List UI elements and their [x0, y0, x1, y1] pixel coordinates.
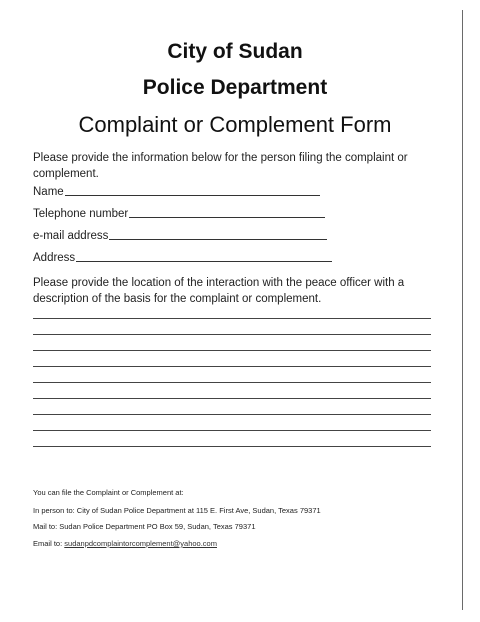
description-line[interactable]: [33, 366, 431, 367]
mail-info: Mail to: Sudan Police Department PO Box 59, Sudan, Texas 79371: [33, 522, 256, 531]
email-address-link[interactable]: sudanpdcomplaintorcomplement@yahoo.com: [64, 539, 217, 548]
email-info: [33, 539, 217, 548]
filing-heading: You can file the Complaint or Complement at:: [33, 488, 184, 497]
in-person-info: In person to: City of Sudan Police Department at 115 E. First Ave, Sudan, Texas 79371: [33, 506, 321, 515]
email-input-line[interactable]: [109, 239, 327, 240]
description-line[interactable]: [33, 414, 431, 415]
telephone-label: Telephone number: [33, 208, 129, 220]
city-title: City of Sudan: [167, 40, 303, 63]
telephone-input-line[interactable]: [129, 217, 325, 218]
name-input-line[interactable]: [65, 195, 320, 196]
intro-text: Please provide the information below for the person filing the complaint or complement.: [33, 152, 408, 180]
page-edge-line: [462, 10, 463, 610]
address-field[interactable]: [33, 252, 332, 264]
description-line[interactable]: [33, 446, 431, 447]
location-instructions: Please provide the location of the interaction with the peace officer with a description of the basis for the complaint or complement.: [33, 277, 405, 305]
email-label: e-mail address: [33, 230, 109, 242]
name-label: Name: [33, 186, 64, 198]
department-title: Police Department: [142, 76, 328, 99]
description-line[interactable]: [33, 318, 431, 319]
description-line[interactable]: [33, 430, 431, 431]
description-line[interactable]: [33, 382, 431, 383]
name-field[interactable]: [33, 186, 320, 198]
description-line[interactable]: [33, 350, 431, 351]
email-field[interactable]: [33, 230, 327, 242]
form-title: Complaint or Complement Form: [78, 112, 392, 137]
email-to-label: Email to:: [33, 539, 63, 548]
description-line[interactable]: [33, 334, 431, 335]
telephone-field[interactable]: [33, 208, 325, 220]
description-line[interactable]: [33, 398, 431, 399]
description-area[interactable]: [33, 318, 431, 462]
address-label: Address: [33, 252, 76, 264]
address-input-line[interactable]: [76, 261, 332, 262]
